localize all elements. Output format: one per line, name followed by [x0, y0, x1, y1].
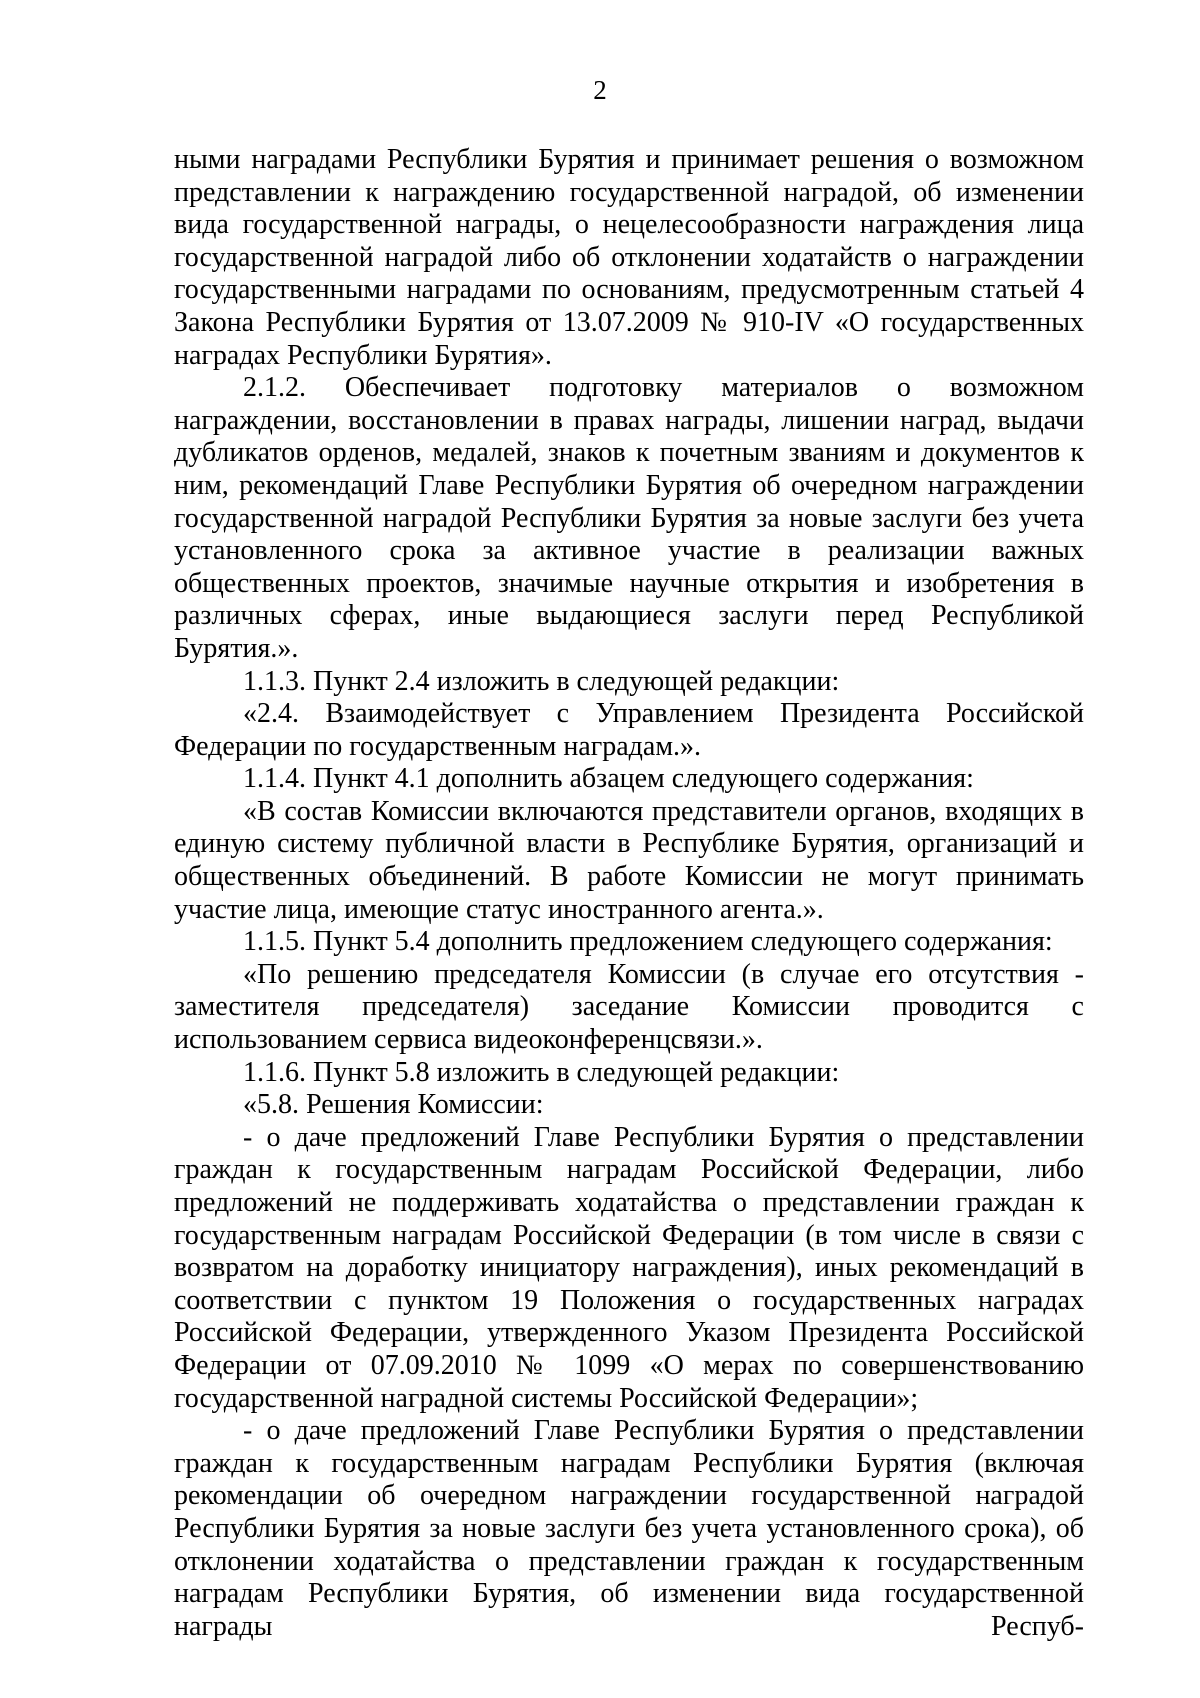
- list-item-republic-awards: - о даче предложений Главе Республики Бурятия о представлении граждан к государственным наградам Республики Бурятия (включая рекомендации об очередном награждении государственной наградой Республики Бурятия за новые заслуги без учета установленного срока), об отклонении ходатайства о представлении граждан к государственным наградам Республики Бурятия, об изменении вида государственной награды Респуб-: [174, 1415, 1084, 1642]
- paragraph-continuation: ными наградами Республики Бурятия и принимает решения о возможном представлении к награждению государственной наградой, об изменении вида государственной награды, о нецелесообразности награждения лица государственной наградой либо об отклонении ходатайств о награждении государственными наградами по основаниям, предусмотренным статьей 4 Закона Республики Бурятия от 13.07.2009 № 910-IV «О государственных наградах Республики Бурятия».: [174, 144, 1084, 371]
- paragraph-5-8-heading: «5.8. Решения Комиссии:: [243, 1089, 544, 1121]
- page-number: 2: [593, 75, 607, 105]
- paragraph-1-1-5: 1.1.5. Пункт 5.4 дополнить предложением следующего содержания:: [243, 926, 1053, 958]
- document-body: [174, 144, 1084, 1643]
- paragraph-5-4-quote: «По решению председателя Комиссии (в случае его отсутствия - заместителя председателя) заседание Комиссии проводится с использованием сервиса видеоконференцсвязи.».: [174, 958, 1084, 1056]
- paragraph-1-1-4: 1.1.4. Пункт 4.1 дополнить абзацем следующего содержания:: [243, 763, 974, 795]
- paragraph-1-1-3: 1.1.3. Пункт 2.4 изложить в следующей редакции:: [243, 665, 840, 697]
- paragraph-4-1-quote: «В состав Комиссии включаются представители органов, входящих в единую систему публичной власти в Республике Бурятия, организаций и общественных объединений. В работе Комиссии не могут принимать участие лица, имеющие статус иностранного агента.».: [174, 795, 1084, 925]
- paragraph-2-1-2: 2.1.2. Обеспечивает подготовку материалов о возможном награждении, восстановлении в правах награды, лишении наград, выдачи дубликатов орденов, медалей, знаков к почетным званиям и документов к ним, рекомендаций Главе Республики Бурятия об очередном награждении государственной наградой Республики Бурятия за новые заслуги без учета установленного срока за активное участие в реализации важных общественных проектов, значимые научные открытия и изобретения в различных сферах, иные выдающиеся заслуги перед Республикой Бурятия.».: [174, 372, 1084, 664]
- paragraph-2-4-quote: «2.4. Взаимодействует с Управлением Президента Российской Федерации по государственным наградам.».: [174, 698, 1084, 762]
- paragraph-1-1-6: 1.1.6. Пункт 5.8 изложить в следующей редакции:: [243, 1056, 840, 1088]
- list-item-federal-awards: - о даче предложений Главе Республики Бурятия о представлении граждан к государственным наградам Российской Федерации, либо предложений не поддерживать ходатайства о представлении граждан к государственным наградам Российской Федерации (в том числе в связи с возвратом на доработку инициатору награждения), иных рекомендаций в соответствии с пунктом 19 Положения о государственных наградах Российской Федерации, утвержденного Указом Президента Российской Федерации от 07.09.2010 № 1099 «О мерах по совершенствованию государственной наградной системы Российской Федерации»;: [174, 1121, 1084, 1414]
